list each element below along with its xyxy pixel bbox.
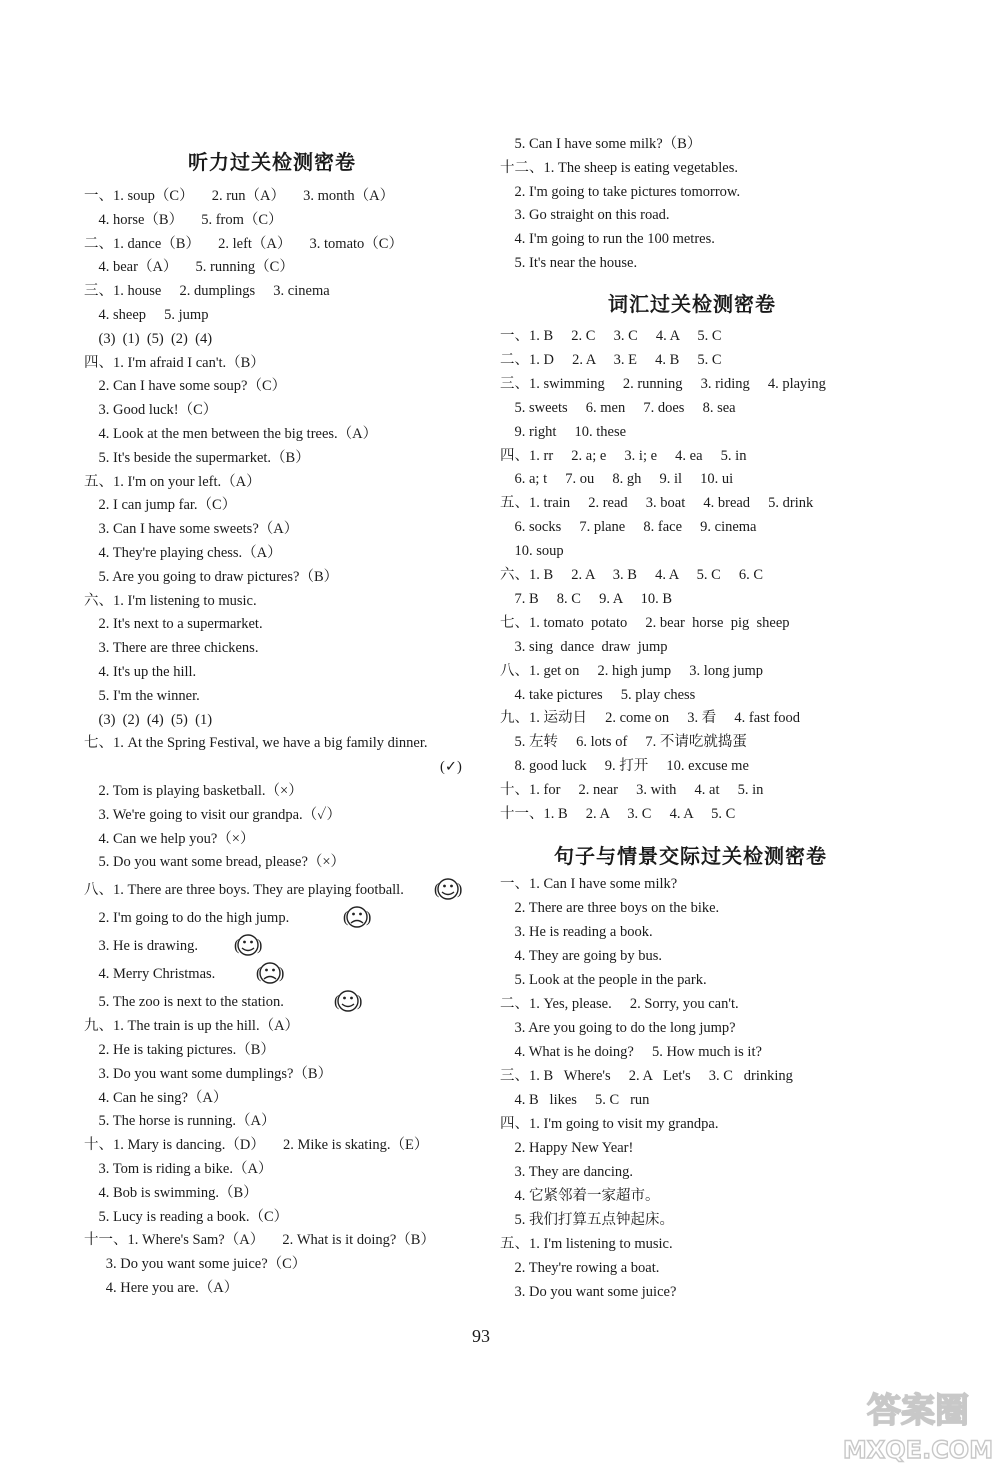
answer-line: 4. Merry Christmas. (84, 966, 216, 983)
answer-line: 3. sing dance draw jump (500, 638, 668, 655)
answer-line: 十一、1. Where's Sam?（A） 2. What is it doing?（B） (84, 1232, 435, 1249)
happy-face-icon (234, 931, 262, 959)
answer-line: 3. We're going to visit our grandpa.（✓） (84, 806, 341, 823)
sentences-title: 句子与情景交际过关检测密卷 (554, 844, 827, 868)
svg-text:(: ( (434, 881, 440, 899)
answer-line: 2. Tom is playing basketball.（×） (84, 783, 303, 799)
answer-line: 3. There are three chickens. (84, 640, 259, 657)
happy-face-icon (434, 875, 462, 903)
answer-line: 4. 它紧邻着一家超市。 (500, 1188, 660, 1204)
answer-line: 5. Are you going to draw pictures?（B） (84, 568, 339, 585)
answer-line: 3. Go straight on this road. (500, 207, 670, 224)
answer-line: 4. bear（A） 5. running（C） (84, 259, 294, 276)
svg-text:): ) (257, 937, 262, 955)
answer-line: 3. He is reading a book. (500, 924, 653, 940)
watermark-line2: MXQE.COM (842, 1436, 994, 1464)
answer-line: 5. Look at the people in the park. (500, 972, 707, 988)
answer-line: 七、1. tomato potato 2. bear horse pig sheep (500, 614, 790, 631)
answer-line: 5. sweets 6. men 7. does 8. sea (500, 399, 736, 416)
answer-line: 9. right 10. these (500, 423, 627, 440)
answer-line: 2. He is taking pictures.（B） (84, 1042, 275, 1058)
answer-line: 2. I'm going to take pictures tomorrow. (500, 183, 741, 200)
answer-line: 2. They're rowing a boat. (500, 1260, 660, 1276)
sad-face-icon (343, 903, 371, 931)
svg-text:(: ( (234, 937, 240, 955)
answer-line: 4. Can he sing?（A） (84, 1089, 228, 1106)
answer-line: 4. B likes 5. C run (500, 1092, 650, 1108)
answer-line: 4. Look at the men between the big trees.（A） (84, 426, 378, 442)
answer-line: 一、1. B 2. C 3. C 4. A 5. C (500, 328, 722, 344)
svg-text:(: ( (334, 993, 340, 1011)
page-number: 93 (472, 1326, 490, 1346)
answer-line: 2. Happy New Year! (500, 1140, 634, 1156)
answer-line: 3. Tom is riding a bike.（A） (84, 1161, 273, 1177)
answer-line: 4. sheep 5. jump (84, 307, 209, 323)
answer-line: 五、1. train 2. read 3. boat 4. bread 5. drink (500, 495, 814, 512)
answer-line: 4. What is he doing? 5. How much is it? (500, 1044, 762, 1060)
answer-line: 一、1. Can I have some milk? (500, 876, 678, 892)
answer-line: 3. Do you want some juice?（C） (84, 1256, 307, 1273)
answer-line: 5. Lucy is reading a book.（C） (84, 1208, 289, 1225)
answer-line: 十、1. Mary is dancing.（D） 2. Mike is skating.（E） (84, 1137, 429, 1154)
watermark-line1: 答案圈 (867, 1391, 969, 1431)
answer-line: 6. socks 7. plane 8. face 9. cinema (500, 519, 757, 536)
answer-line: 3. Can I have some sweets?（A） (84, 521, 299, 538)
answer-line: 4. Bob is swimming.（B） (84, 1184, 258, 1201)
answer-line: 10. soup (500, 543, 564, 560)
answer-line: 4. Here you are.（A） (84, 1280, 239, 1296)
answer-line: 八、1. get on 2. high jump 3. long jump (500, 662, 764, 679)
answer-line: 5. The horse is running.（A） (84, 1113, 276, 1130)
vocab-title: 词汇过关检测密卷 (608, 292, 776, 316)
answer-line: (3) (2) (4) (5) (1) (84, 711, 213, 728)
answer-line: 4. horse（B） 5. from（C） (84, 211, 283, 228)
answer-line: (3) (1) (5) (2) (4) (84, 330, 213, 347)
svg-text:): ) (457, 881, 462, 899)
answer-line: 3. Do you want some juice? (500, 1284, 677, 1300)
answer-line: 四、1. rr 2. a; e 3. i; e 4. ea 5. in (500, 447, 747, 464)
answer-line: 5. Can I have some milk?（B） (500, 136, 702, 152)
answer-line: (✓) (440, 759, 462, 776)
svg-text:): ) (357, 993, 362, 1011)
answer-line: 十、1. for 2. near 3. with 4. at 5. in (500, 782, 764, 799)
answer-line: 2. Can I have some soup?（C） (84, 378, 287, 395)
answer-line: 4. I'm going to run the 100 metres. (500, 231, 715, 248)
watermark-logo (838, 1384, 998, 1468)
answer-line: 3. Do you want some dumplings?（B） (84, 1065, 333, 1082)
answer-line: 二、1. Yes, please. 2. Sorry, you can't. (500, 996, 739, 1012)
answer-line: 3. Are you going to do the long jump? (500, 1020, 736, 1036)
answer-line: 5. It's beside the supermarket.（B） (84, 449, 310, 466)
answer-line: 七、1. At the Spring Festival, we have a big family dinner. (84, 735, 428, 752)
answer-line: 3. They are dancing. (500, 1164, 634, 1180)
answer-line: 三、1. B Where's 2. A Let's 3. C drinking (500, 1068, 793, 1084)
svg-text:(: ( (343, 909, 349, 927)
answer-line: 四、1. I'm going to visit my grandpa. (500, 1116, 719, 1132)
answer-line: 八、1. There are three boys. They are playing football. (84, 882, 404, 899)
answer-line: 5. 左转 6. lots of 7. 不请吃就捣蛋 (500, 734, 747, 751)
answer-line: 十一、1. B 2. A 3. C 4. A 5. C (500, 806, 736, 822)
answer-line: 2. I'm going to do the high jump. (84, 910, 290, 927)
answer-line: 4. It's up the hill. (84, 664, 197, 680)
answer-line: 5. Do you want some bread, please?（×） (84, 854, 346, 871)
answer-line: 一、1. soup（C） 2. run（A） 3. month（A） (84, 188, 395, 204)
svg-text:(: ( (256, 965, 262, 983)
answer-line: 5. 我们打算五点钟起床。 (500, 1212, 674, 1228)
answer-line: 7. B 8. C 9. A 10. B (500, 590, 673, 607)
answer-line: 4. Can we help you?（×） (84, 830, 255, 847)
answer-line: 2. There are three boys on the bike. (500, 900, 720, 916)
answer-line: 六、1. I'm listening to music. (84, 592, 257, 609)
answer-line: 三、1. house 2. dumplings 3. cinema (84, 283, 330, 300)
answer-line: 5. It's near the house. (500, 255, 638, 271)
svg-text:): ) (279, 965, 284, 983)
answer-line: 二、1. dance（B） 2. left（A） 3. tomato（C） (84, 235, 403, 252)
answer-line: 2. It's next to a supermarket. (84, 616, 263, 633)
answer-line: 2. I can jump far.（C） (84, 497, 237, 514)
answer-line: 6. a; t 7. ou 8. gh 9. il 10. ui (500, 471, 734, 488)
answer-line: 二、1. D 2. A 3. E 4. B 5. C (500, 351, 722, 368)
answer-line: 4. They're playing chess.（A） (84, 545, 282, 561)
answer-line: 九、1. The train is up the hill.（A） (84, 1018, 300, 1035)
answer-line: 5. The zoo is next to the station. (84, 994, 284, 1011)
answer-line: 三、1. swimming 2. running 3. riding 4. playing (500, 375, 826, 392)
answer-line: 5. I'm the winner. (84, 687, 200, 704)
happy-face-icon (334, 987, 362, 1015)
answer-line: 六、1. B 2. A 3. B 4. A 5. C 6. C (500, 567, 764, 583)
answer-line: 4. take pictures 5. play chess (500, 686, 696, 703)
answer-line: 十二、1. The sheep is eating vegetables. (500, 159, 738, 176)
answer-line: 九、1. 运动日 2. come on 3. 看 4. fast food (500, 710, 801, 727)
answer-line: 五、1. I'm on your left.（A） (84, 473, 261, 490)
svg-text:): ) (366, 909, 371, 927)
answer-line: 4. They are going by bus. (500, 948, 663, 964)
sad-face-icon (256, 959, 284, 987)
listening-title: 听力过关检测密卷 (188, 150, 356, 174)
answer-line: 3. He is drawing. (84, 938, 198, 955)
answer-line: 五、1. I'm listening to music. (500, 1236, 673, 1252)
answer-line: 3. Good luck!（C） (84, 402, 218, 419)
answer-line: 四、1. I'm afraid I can't.（B） (84, 354, 265, 371)
answer-line: 8. good luck 9. 打开 10. excuse me (500, 758, 749, 775)
